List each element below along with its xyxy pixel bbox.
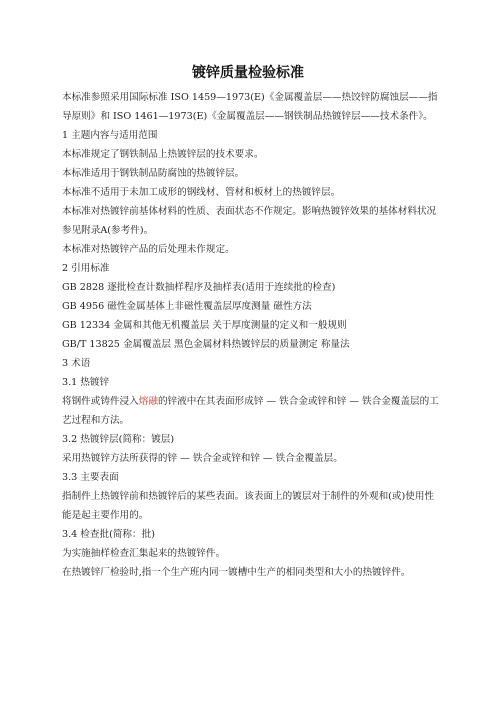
term-3-3-definition: 指制件上热镀锌前和热镀锌后的某些表面。该表面上的镀层对于制件的外观和(或)使用性能是起主要作用的。 <box>62 491 435 521</box>
body-paragraph: 本标准规定了钢铁制品上热镀锌层的技术要求。 <box>62 149 264 160</box>
term-text-before: 将钢件或铸件浸入 <box>62 396 139 407</box>
section-heading-3: 3 术语 <box>62 358 91 369</box>
term-heading-3-1: 3.1 热镀锌 <box>62 377 110 388</box>
reference-standard: GB 2828 逐批检查计数抽样程序及抽样表(适用于连续批的检查) <box>62 282 336 293</box>
term-3-2-definition: 采用热镀锌方法所获得的锌 — 铁合金或锌和锌 — 铁合金覆盖层。 <box>62 453 343 464</box>
document-body <box>62 88 440 582</box>
reference-standard: GB 4956 磁性金属基体上非磁性覆盖层厚度测量 磁性方法 <box>62 301 312 312</box>
term-heading-3-3: 3.3 主要表面 <box>62 472 119 483</box>
term-3-4-definition: 为实施抽样检查汇集起来的热镀锌件。 <box>62 548 226 559</box>
document-title: 镀锌质量检验标准 <box>192 65 304 81</box>
term-heading-3-4: 3.4 检查批(简称：批) <box>62 529 155 540</box>
body-paragraph: 本标准对热镀锌产品的后处理未作规定。 <box>62 244 235 255</box>
section-heading-1: 1 主题内容与适用范围 <box>62 130 158 141</box>
body-paragraph: 本标准不适用于未加工成形的钢线材、管材和板材上的热镀锌层。 <box>62 187 341 198</box>
term-3-1-definition <box>62 392 440 430</box>
body-paragraph: 本标准适用于钢铁制品防腐蚀的热镀锌层。 <box>62 168 245 179</box>
body-paragraph: 本标准对热镀锌前基体材料的性质、表面状态不作规定。影响热镀锌效果的基体材料状况参见附录A(参考件)。 <box>62 206 437 236</box>
term-text-after: 的锌液中在其表面形成锌 — 铁合金或锌和锌 — 铁合金覆盖层的工艺过程和方法。 <box>62 396 439 426</box>
intro-paragraph: 本标准参照采用国际标准 ISO 1459—1973(E)《金属覆盖层——热饺锌防腐蚀层——指导原则》和 ISO 1461—1973(E)《金属覆盖层——钢铁制品热镀锌层——技术条件》。 <box>62 92 438 122</box>
section-heading-2: 2 引用标准 <box>62 263 110 274</box>
highlighted-term: 熔融 <box>138 396 158 407</box>
reference-standard: GB/T 13825 金属覆盖层 黑色金属材料热镀锌层的质量测定 称量法 <box>62 339 350 350</box>
term-heading-3-2: 3.2 热镀锌层(简称：镀层) <box>62 434 175 445</box>
reference-standard: GB 12334 金属和其他无机覆盖层 关于厚度测量的定义和一般规则 <box>62 320 347 331</box>
term-3-4-detail: 在热镀锌厂检验时,指一个生产班内同一镀槽中生产的相同类型和大小的热镀锌件。 <box>62 567 411 578</box>
